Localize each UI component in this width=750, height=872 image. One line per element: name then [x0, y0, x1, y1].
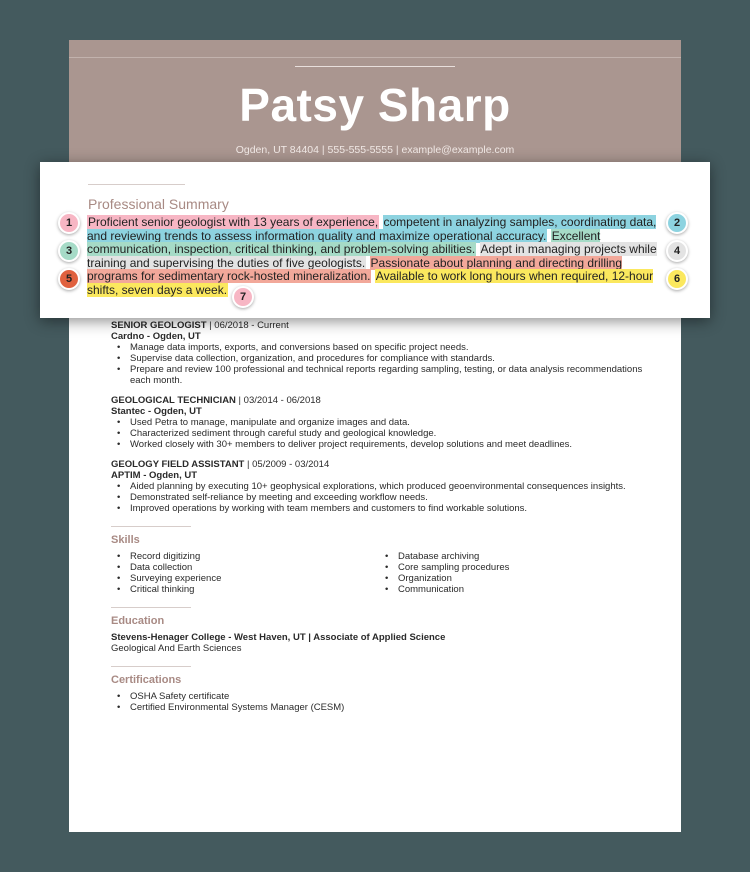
- summary-highlight-2: competent in analyzing samples, coordinating data, and reviewing trends to assess information quality and maximize operational accuracy.: [87, 215, 657, 243]
- resume-page: [69, 40, 681, 832]
- job-bullet: • Demonstrated self-reliance by meeting and exceeding workflow needs.: [111, 492, 651, 503]
- job-bullet: • Prepare and review 100 professional and technical reports regarding sampling, testing, or data analysis recommendations each month.: [111, 364, 651, 386]
- skill-item: • Organization: [379, 573, 647, 584]
- job-title-line: [111, 459, 651, 470]
- job-title: SENIOR GEOLOGIST: [111, 320, 207, 331]
- skills-column-left: [111, 551, 379, 595]
- education-field: Geological And Earth Sciences: [111, 643, 242, 654]
- skill-item: • Data collection: [111, 562, 379, 573]
- job-entry: [111, 459, 651, 514]
- skills-heading: Skills: [111, 534, 140, 546]
- summary-highlight-3: Excellent communication, inspection, critical thinking, and problem-solving abilities.: [87, 228, 601, 256]
- job-bullets: [111, 342, 651, 386]
- certifications-list: [111, 691, 651, 713]
- candidate-name: Patsy Sharp: [239, 79, 511, 131]
- summary-highlight-6: Available to work long hours when required, 12-hour shifts, seven days a week.: [87, 269, 654, 297]
- header-divider: [69, 57, 681, 58]
- summary-heading: Professional Summary: [88, 196, 229, 212]
- contact-info: Ogden, UT 84404 | 555-555-5555 | example@example.com: [235, 144, 515, 156]
- job-bullet: • Manage data imports, exports, and conversions based on specific project needs.: [111, 342, 651, 353]
- job-dates: | 05/2009 - 03/2014: [244, 459, 330, 470]
- professional-summary-callout: [40, 162, 710, 318]
- job-bullets: [111, 481, 651, 514]
- callout-badge-6: 6: [666, 268, 688, 290]
- section-divider: [88, 184, 185, 185]
- job-title-line: [111, 395, 651, 406]
- skill-item: • Record digitizing: [111, 551, 379, 562]
- certifications-heading: Certifications: [111, 674, 182, 686]
- callout-badge-7: 7: [232, 286, 254, 308]
- job-dates: | 06/2018 - Current: [206, 320, 289, 331]
- job-dates: | 03/2014 - 06/2018: [235, 395, 321, 406]
- skills-column-right: [379, 551, 647, 595]
- skill-item: • Core sampling procedures: [379, 562, 647, 573]
- summary-text: [87, 216, 662, 297]
- education-heading: Education: [111, 615, 165, 627]
- job-title: GEOLOGICAL TECHNICIAN: [111, 395, 236, 406]
- section-divider: [111, 526, 191, 527]
- resume-header: [69, 40, 681, 165]
- job-bullet: • Supervise data collection, organization, and procedures for compliance with standards.: [111, 353, 651, 364]
- callout-badge-2: 2: [666, 212, 688, 234]
- summary-highlight-1: Proficient senior geologist with 13 years of experience,: [88, 215, 379, 229]
- job-bullet: • Worked closely with 30+ members to deliver project requirements, develop solutions and meet deadlines.: [111, 439, 651, 450]
- section-divider: [111, 607, 191, 608]
- job-company: APTIM - Ogden, UT: [111, 470, 198, 481]
- job-bullet: • Characterized sediment through careful study and geological knowledge.: [111, 428, 651, 439]
- name-rule: [295, 66, 455, 67]
- job-bullet: • Improved operations by working with team members and customers to find workable solutions.: [111, 503, 651, 514]
- skill-item: • Critical thinking: [111, 584, 379, 595]
- job-company: Stantec - Ogden, UT: [111, 406, 202, 417]
- job-bullets: [111, 417, 651, 450]
- job-entry: [111, 320, 651, 386]
- callout-badge-3: 3: [58, 240, 80, 262]
- skill-item: • Surveying experience: [111, 573, 379, 584]
- job-title: GEOLOGY FIELD ASSISTANT: [111, 459, 245, 470]
- callout-badge-4: 4: [666, 240, 688, 262]
- section-divider: [111, 666, 191, 667]
- job-bullet: • Used Petra to manage, manipulate and organize images and data.: [111, 417, 651, 428]
- job-company: Cardno - Ogden, UT: [111, 331, 201, 342]
- callout-badge-5: 5: [58, 268, 80, 290]
- certification-item: • OSHA Safety certificate: [111, 691, 651, 702]
- callout-badge-1: 1: [58, 212, 80, 234]
- summary-highlight-4: Adept in managing projects while training and supervising the duties of five geologists.: [87, 242, 657, 270]
- education-school: Stevens-Henager College - West Haven, UT | Associate of Applied Science: [111, 632, 446, 643]
- job-bullet: • Aided planning by executing 10+ geophysical explorations, which produced geoenvironmental consequences insights.: [111, 481, 651, 492]
- skill-item: • Communication: [379, 584, 647, 595]
- job-entry: [111, 395, 651, 450]
- skill-item: • Database archiving: [379, 551, 647, 562]
- job-title-line: [111, 320, 651, 331]
- certification-item: • Certified Environmental Systems Manager (CESM): [111, 702, 651, 713]
- skills-list: [111, 551, 651, 595]
- summary-highlight-5: Passionate about planning and directing drilling programs for sedimentary rock-hosted mineralization.: [87, 255, 623, 283]
- resume-body: [111, 320, 651, 713]
